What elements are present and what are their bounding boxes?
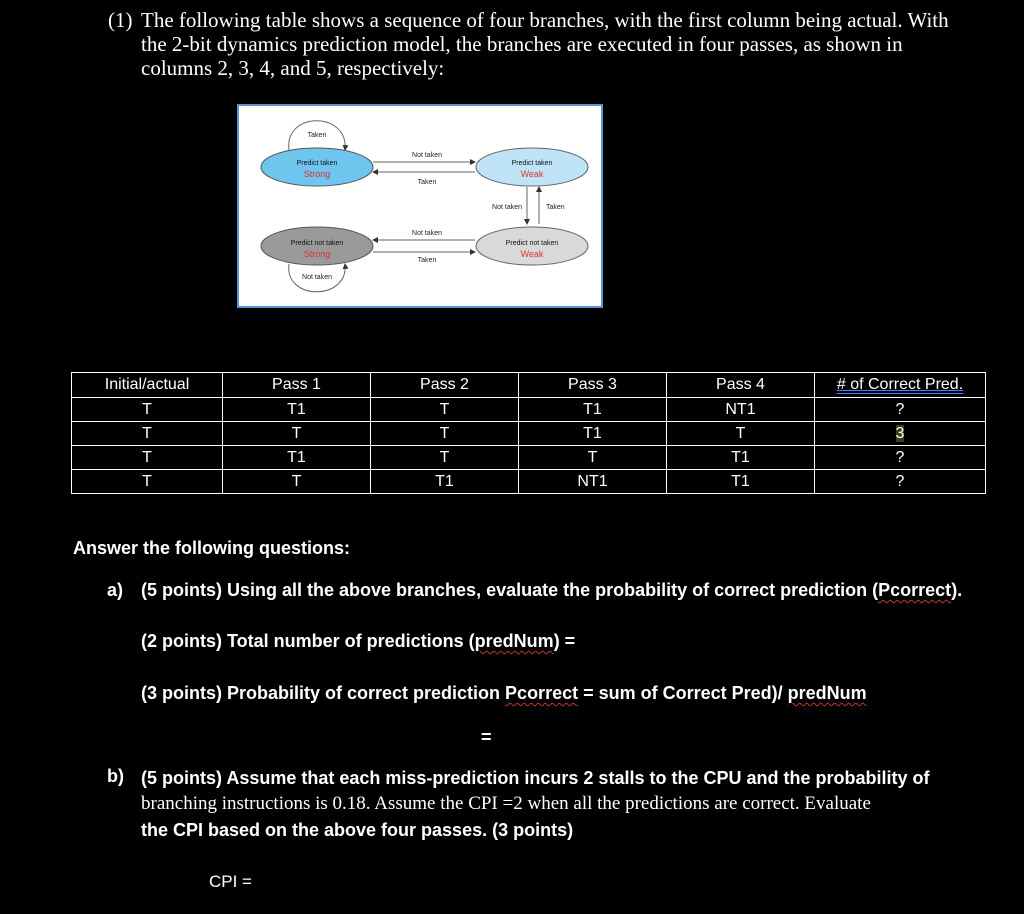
edge-bottom-right-label: Not taken	[412, 230, 442, 237]
branch-table	[71, 372, 986, 494]
edge-mid-left-label: Not taken	[492, 204, 522, 211]
table-cell: ?	[815, 398, 986, 422]
state-weak-taken-strength: Weak	[520, 169, 544, 179]
header-pass-2: Pass 2	[371, 373, 519, 398]
question-a-line2-post: ) =	[553, 631, 576, 651]
state-strong-not-taken-strength: Strong	[303, 249, 331, 259]
state-weak-taken-title: Predict taken	[511, 160, 553, 167]
table-cell	[815, 422, 986, 446]
table-row	[72, 398, 986, 422]
intro-text: The following table shows a sequence of four branches, with the first column being actual. With the 2-bit dynamics prediction model, the branches are executed in four passes, as shown in columns 2, 3, 4, and 5, respectively:	[141, 8, 949, 80]
table-cell: ?	[815, 446, 986, 470]
state-weak-taken	[476, 148, 588, 186]
intro-paragraph	[108, 8, 968, 80]
table-row	[72, 422, 986, 446]
edge-top-left-label: Taken	[417, 179, 437, 186]
question-a-line2-pre: (2 points) Total number of predictions (	[141, 631, 475, 651]
cpi-label: CPI =	[209, 872, 252, 891]
question-a-line3-pre: (3 points) Probability of correct prediction	[141, 683, 506, 703]
header-correct-pred	[815, 373, 986, 398]
table-row	[72, 446, 986, 470]
question-b-marker: b)	[107, 766, 124, 786]
question-a-line3-term1: Pcorrect	[505, 683, 579, 703]
table-cell: T	[72, 422, 223, 446]
table-cell: ?	[815, 470, 986, 494]
table-cell: T	[72, 446, 223, 470]
table-cell: T	[371, 422, 519, 446]
table-cell: T	[519, 446, 667, 470]
edge-mid-right-label: Taken	[546, 204, 565, 211]
table-cell: T	[667, 422, 815, 446]
question-number: (1)	[108, 8, 133, 32]
question-a-line2	[141, 631, 575, 652]
question-a-line3	[141, 683, 867, 704]
table-cell: T1	[371, 470, 519, 494]
question-a-line1-pre: (5 points) Using all the above branches, evaluate the probability of correct prediction (	[141, 580, 879, 600]
highlighted-count: 3	[895, 424, 905, 442]
state-weak-not-taken-title: Predict not taken	[505, 240, 559, 247]
question-a-line3-term2: predNum	[787, 683, 867, 703]
table-header-row	[72, 373, 986, 398]
state-strong-taken-title: Predict taken	[296, 160, 338, 167]
header-pass-3: Pass 3	[519, 373, 667, 398]
question-a-marker: a)	[107, 580, 124, 600]
question-b-text	[141, 765, 981, 843]
question-b-line2: branching instructions is 0.18. Assume the CPI =2 when all the predictions are correct. Evaluate	[141, 793, 871, 814]
table-cell: T	[72, 398, 223, 422]
header-correct-pred-text: # of Correct Pred.	[836, 376, 964, 393]
question-a-line2-term: predNum	[474, 631, 554, 651]
question-b-line3: the CPI based on the above four passes. (3 points)	[141, 820, 574, 840]
question-a-line1-term: Pcorrect	[878, 580, 952, 600]
edge-bottom-left-label: Taken	[417, 257, 437, 264]
table-cell: NT1	[519, 470, 667, 494]
question-a-line1-post: ).	[951, 580, 963, 600]
header-initial-actual: Initial/actual	[72, 373, 223, 398]
question-a-line1	[141, 580, 962, 601]
state-strong-not-taken-title: Predict not taken	[290, 240, 344, 247]
table-cell: T	[371, 446, 519, 470]
table-cell: T	[223, 422, 371, 446]
table-cell: T1	[667, 446, 815, 470]
header-pass-4: Pass 4	[667, 373, 815, 398]
state-strong-taken-strength: Strong	[303, 169, 331, 179]
equals-sign: =	[481, 727, 492, 747]
question-b-line1: (5 points) Assume that each miss-prediction incurs 2 stalls to the CPU and the probability of	[141, 768, 930, 788]
answer-heading: Answer the following questions:	[73, 538, 351, 558]
table-cell: T1	[223, 446, 371, 470]
table-cell: T1	[667, 470, 815, 494]
top-loop-label: Taken	[307, 132, 327, 139]
state-strong-taken	[261, 148, 373, 186]
edge-top-right-label: Not taken	[412, 152, 442, 159]
table-row	[72, 470, 986, 494]
table-cell: T1	[519, 398, 667, 422]
table-cell: T1	[519, 422, 667, 446]
table-cell: T	[371, 398, 519, 422]
table-cell: T	[72, 470, 223, 494]
state-weak-not-taken-strength: Weak	[520, 249, 544, 259]
header-pass-1: Pass 1	[223, 373, 371, 398]
table-cell: T	[223, 470, 371, 494]
table-cell: NT1	[667, 398, 815, 422]
table-cell: T1	[223, 398, 371, 422]
question-a-line3-mid: = sum of Correct Pred)/	[578, 683, 788, 703]
state-diagram	[237, 104, 603, 308]
bottom-loop-label: Not taken	[302, 274, 332, 281]
